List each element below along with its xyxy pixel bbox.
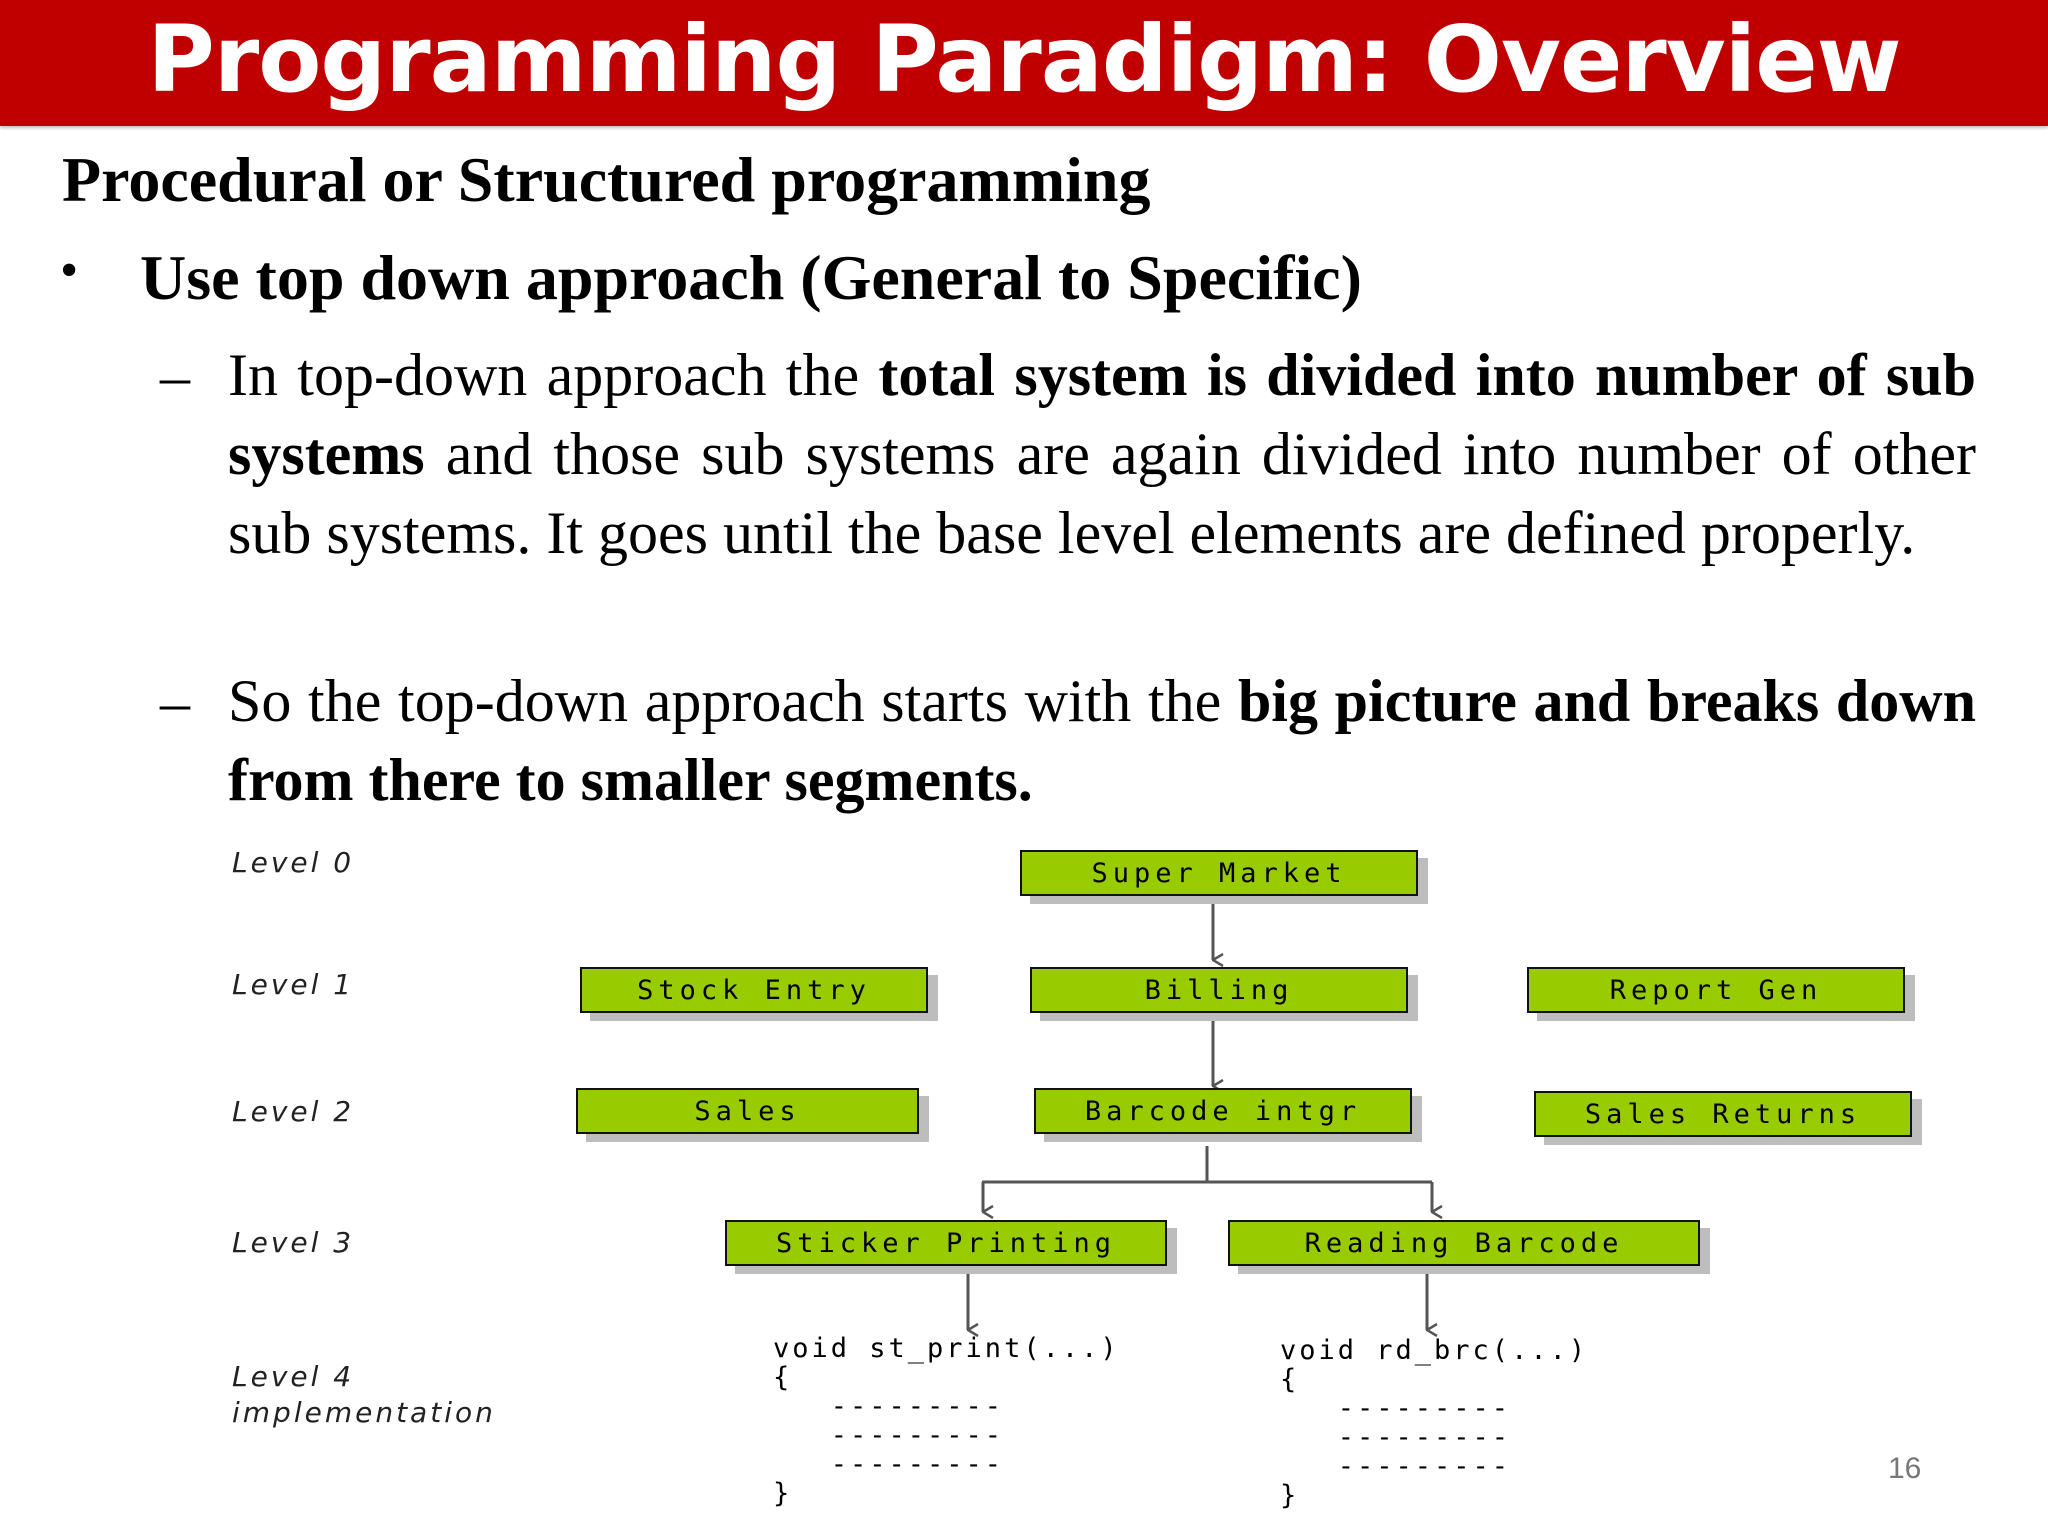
sub-point-1-text-b: and those sub systems are again divided into number of other sub systems. It goes until the base level elements are defined properly. xyxy=(228,421,1976,566)
node-billing: Billing xyxy=(1030,967,1408,1013)
sub-point-marker: – xyxy=(160,343,190,409)
level-label-4: Level 4 xyxy=(232,1360,355,1393)
node-super-market: Super Market xyxy=(1020,850,1418,896)
level-label-2: Level 2 xyxy=(232,1095,355,1128)
node-stock-entry: Stock Entry xyxy=(580,967,928,1013)
slide-title: Programming Paradigm: Overview xyxy=(147,6,1901,113)
sub-point-2-text-a: So the top-down approach starts with the xyxy=(228,668,1238,734)
node-report-gen: Report Gen xyxy=(1527,967,1905,1013)
sub-point-1-bold: total system is divided into number of sub systems xyxy=(228,342,1976,487)
sub-point-1-text-a: In top-down approach the xyxy=(228,342,879,408)
level-label-0: Level 0 xyxy=(232,846,355,879)
level-label-1: Level 1 xyxy=(232,968,355,1001)
level-label-3: Level 3 xyxy=(232,1226,355,1259)
node-sales-returns: Sales Returns xyxy=(1534,1091,1912,1137)
page-number: 16 xyxy=(1888,1452,1922,1485)
section-heading: Procedural or Structured programming xyxy=(62,144,1151,215)
code-rd-brc: void rd_brc(...) { --------- --------- --------- } xyxy=(1280,1335,1589,1511)
node-reading-barcode: Reading Barcode xyxy=(1228,1220,1700,1266)
node-sticker-printing: Sticker Printing xyxy=(725,1220,1167,1266)
bullet-text: Use top down approach (General to Specific) xyxy=(140,242,1362,313)
level-label-implementation: implementation xyxy=(232,1396,496,1429)
node-sales: Sales xyxy=(576,1088,919,1134)
node-barcode-intgr: Barcode intgr xyxy=(1034,1088,1412,1134)
bullet-marker: • xyxy=(60,242,79,299)
sub-point-2-bold: big picture and breaks down from there to smaller segments. xyxy=(228,668,1976,813)
sub-point-marker: – xyxy=(160,669,190,735)
code-st-print: void st_print(...) { --------- --------- --------- } xyxy=(773,1333,1120,1509)
